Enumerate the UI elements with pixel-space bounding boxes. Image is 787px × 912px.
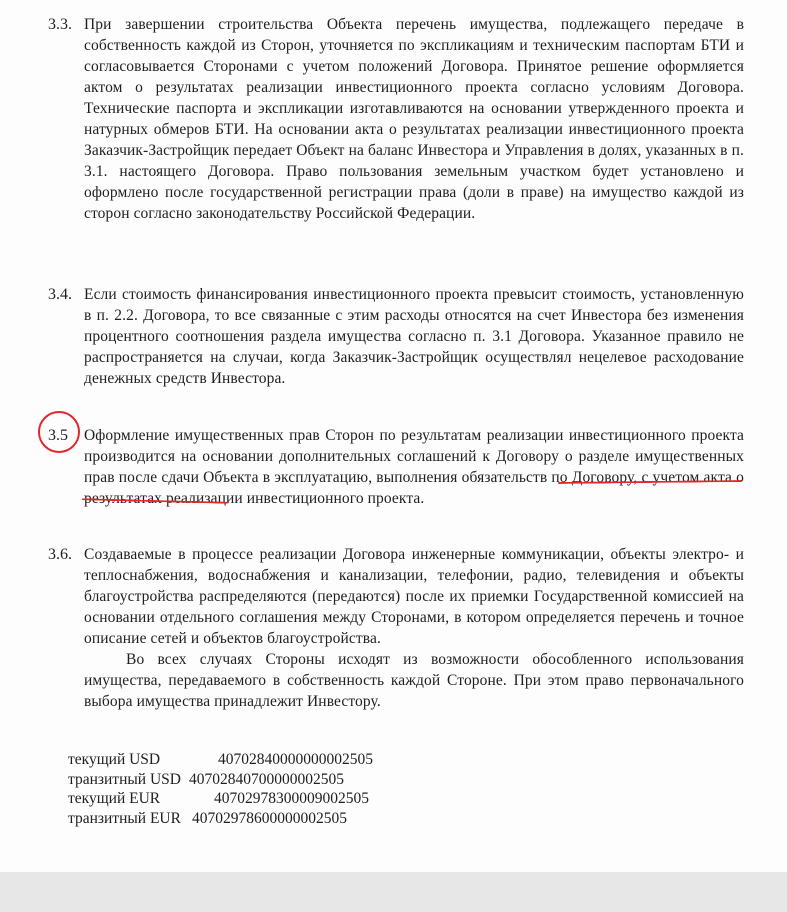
clause-text: Создаваемые в процессе реализации Договора инженерные коммуникации, объекты электро- и теплоснабжения, водоснабжения и канализации, телефонии, радио, телевидения и объекты благоустройства распределяются (передаются) после их приемки Государственной комиссией на основании отдельного соглашения между Сторонами, в котором определяется перечень и точное описание сетей и объектов благоустройства. — [84, 546, 744, 647]
account-label: транзитный EUR — [68, 809, 181, 827]
account-row — [68, 789, 373, 809]
clause-number: 3.6. — [48, 546, 72, 563]
clause-text: При завершении строительства Объекта перечень имущества, подлежащего передаче в собственность каждой из Сторон, уточняется по экспликациям и техническим паспортам БТИ и согласовывается Сторонами с учетом положений Договора. Принятое решение оформляется актом о результатах реализации инвестиционного проекта согласно условиям Договора. Технические паспорта и экспликации изготавливаются на основании утвержденного проекта и натурных обмеров БТИ. На основании акта о результатах реализации инвестиционного проекта Заказчик-Застройщик передает Объект на баланс Инвестора и Управления в долях, указанных в п. 3.1. настоящего Договора. Право пользования земельным участком будет установлено и оформлено после государственной регистрации права (доли в праве) на имущество каждой из сторон согласно законодательству Российской Федерации. — [84, 16, 744, 222]
bank-accounts-list — [68, 750, 373, 828]
account-number: 40702978300009002505 — [214, 790, 369, 807]
red-circle-annotation — [38, 411, 80, 453]
bottom-bar — [0, 872, 787, 912]
clause-number: 3.3. — [48, 16, 72, 33]
clause-text: Если стоимость финансирования инвестиционного проекта превысит стоимость, установленную в п. 2.2. Договора, то все связанные с этим расходы относятся на счет Инвестора без изменения процентного соотношения раздела имущества согласно п. 3.1 Договора. Указанное правило не распространяется на случаи, когда Заказчик-Застройщик осуществлял нецелевое расходование денежных средств Инвестора. — [84, 286, 744, 387]
account-row — [68, 809, 373, 829]
clause-number: 3.5 — [48, 427, 68, 444]
account-number: 40702840700000002505 — [189, 770, 344, 788]
account-label: транзитный USD — [68, 770, 181, 788]
account-label: текущий USD — [68, 751, 161, 768]
account-number: 40702978600000002505 — [192, 809, 347, 827]
account-number: 40702840000000002505 — [218, 751, 373, 768]
account-row — [68, 770, 373, 790]
clause-text-block — [84, 544, 744, 712]
clause-text-paragraph-2: Во всех случаях Стороны исходят из возможности обособленного использования имущества, передаваемого в собственность каждой Стороне. При этом право первоначального выбора имущества принадлежит Инвестору. — [84, 651, 744, 710]
account-row — [68, 750, 373, 770]
clause-text: Оформление имущественных прав Сторон по результатам реализации инвестиционного проекта производится на основании дополнительных соглашений к Договору о разделе имущественных прав после сдачи Объекта в эксплуатацию, выполнения обязательств по Договору, с учетом акта о результатах реализации инвестиционного проекта. — [84, 427, 744, 507]
account-label: текущий EUR — [68, 790, 161, 807]
clause-number: 3.4. — [48, 286, 72, 303]
